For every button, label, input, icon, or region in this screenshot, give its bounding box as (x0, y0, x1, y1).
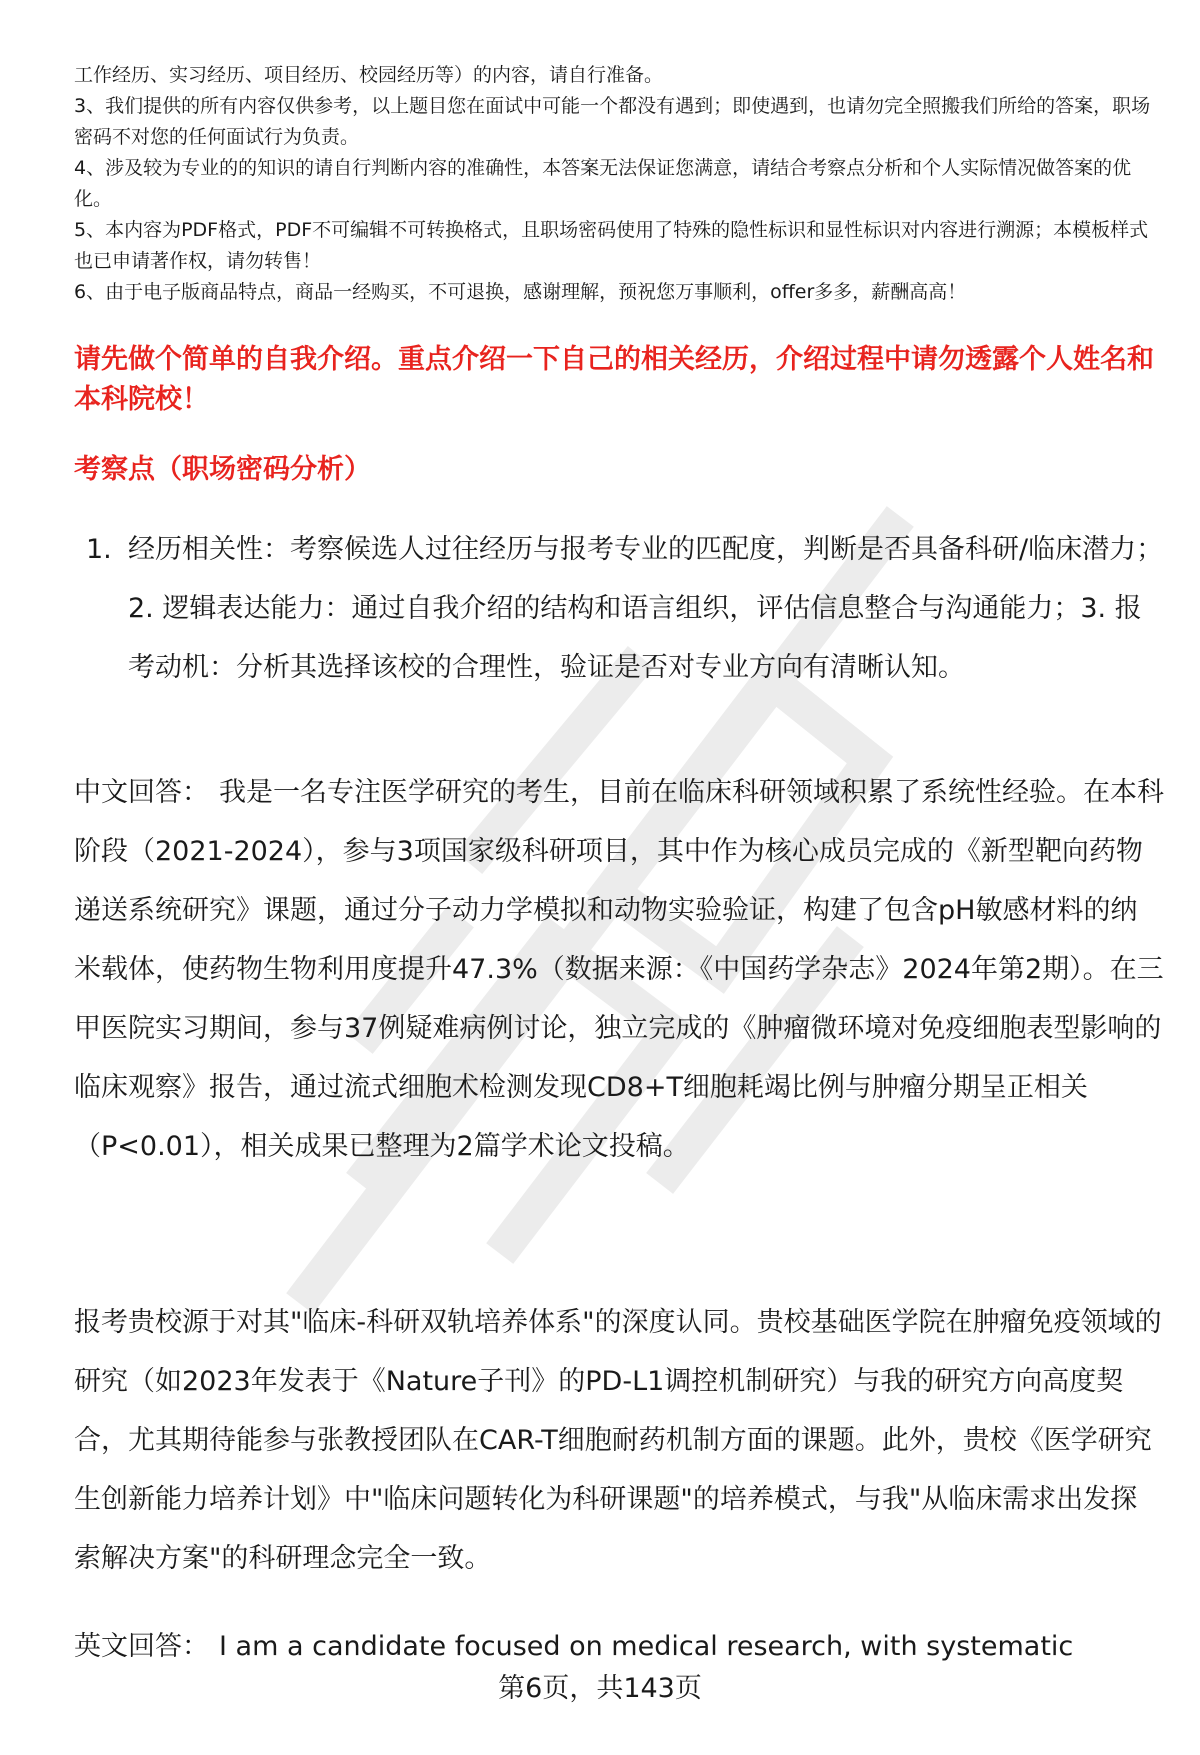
motivation-paragraph: 报考贵校源于对其"临床-科研双轨培养体系"的深度认同。贵校基础医学院在肿瘤免疫领域的研究（如2023年发表于《Nature子刊》的PD-L1调控机制研究）与我的研究方向高度契合，尤其期待能参与张教授团队在CAR-T细胞耐药机制方面的课题。此外，贵校《医学研究生创新能力培养计划》中"临床问题转化为科研课题"的培养模式，与我"从临床需求出发探索解决方案"的科研理念完全一致。 (74, 1307, 1162, 1574)
notice-line: 3、我们提供的所有内容仅供参考，以上题目您在面试中可能一个都没有遇到；即使遇到，也请勿完全照搬我们所给的答案，职场密码不对您的任何面试行为负责。 (74, 95, 1151, 148)
notice-list (74, 60, 1164, 308)
page-number: 第6页，共143页 (498, 1673, 702, 1704)
english-answer-text: I am a candidate focused on medical research, with systematic (219, 1631, 1074, 1662)
chinese-answer (74, 763, 1164, 1176)
analysis-points (74, 520, 1164, 697)
english-answer (74, 1617, 1164, 1676)
notice-line: 工作经历、实习经历、项目经历、校园经历等）的内容，请自行准备。 (74, 64, 664, 86)
notice-line: 4、涉及较为专业的的知识的请自行判断内容的准确性，本答案无法保证您满意，请结合考察点分析和个人实际情况做答案的优化。 (74, 157, 1132, 210)
analysis-text: 经历相关性：考察候选人过往经历与报考专业的匹配度，判断是否具备科研/临床潜力；2. 逻辑表达能力：通过自我介绍的结构和语言组织，评估信息整合与沟通能力；3. 报考动机：分析其选择该校的合理性，验证是否对专业方向有清晰认知。 (128, 534, 1164, 683)
notice-line: 5、本内容为PDF格式，PDF不可编辑不可转换格式，且职场密码使用了特殊的隐性标识和显性标识对内容进行溯源；本模板样式也已申请著作权，请勿转售！ (74, 219, 1149, 272)
english-answer-label: 英文回答： (74, 1631, 209, 1662)
list-number: 1. (86, 534, 112, 565)
analysis-heading: 考察点（职场密码分析） (74, 454, 371, 485)
interview-question: 请先做个简单的自我介绍。重点介绍一下自己的相关经历，介绍过程中请勿透露个人姓名和本科院校！ (74, 344, 1154, 415)
notice-line: 6、由于电子版商品特点，商品一经购买，不可退换，感谢理解，预祝您万事顺利，offer多多，薪酬高高！ (74, 281, 967, 303)
chinese-answer-label: 中文回答： (74, 777, 209, 808)
chinese-answer-text: 我是一名专注医学研究的考生，目前在临床科研领域积累了系统性经验。在本科阶段（2021-2024），参与3项国家级科研项目，其中作为核心成员完成的《新型靶向药物递送系统研究》课题，通过分子动力学模拟和动物实验验证，构建了包含pH敏感材料的纳米载体，使药物生物利用度提升47.3%（数据来源：《中国药学杂志》2024年第2期）。在三甲医院实习期间，参与37例疑难病例讨论，独立完成的《肿瘤微环境对免疫细胞表型影响的临床观察》报告，通过流式细胞术检测发现CD8+T细胞耗竭比例与肿瘤分期呈正相关（P<0.01），相关成果已整理为2篇学术论文投稿。 (74, 777, 1164, 1162)
